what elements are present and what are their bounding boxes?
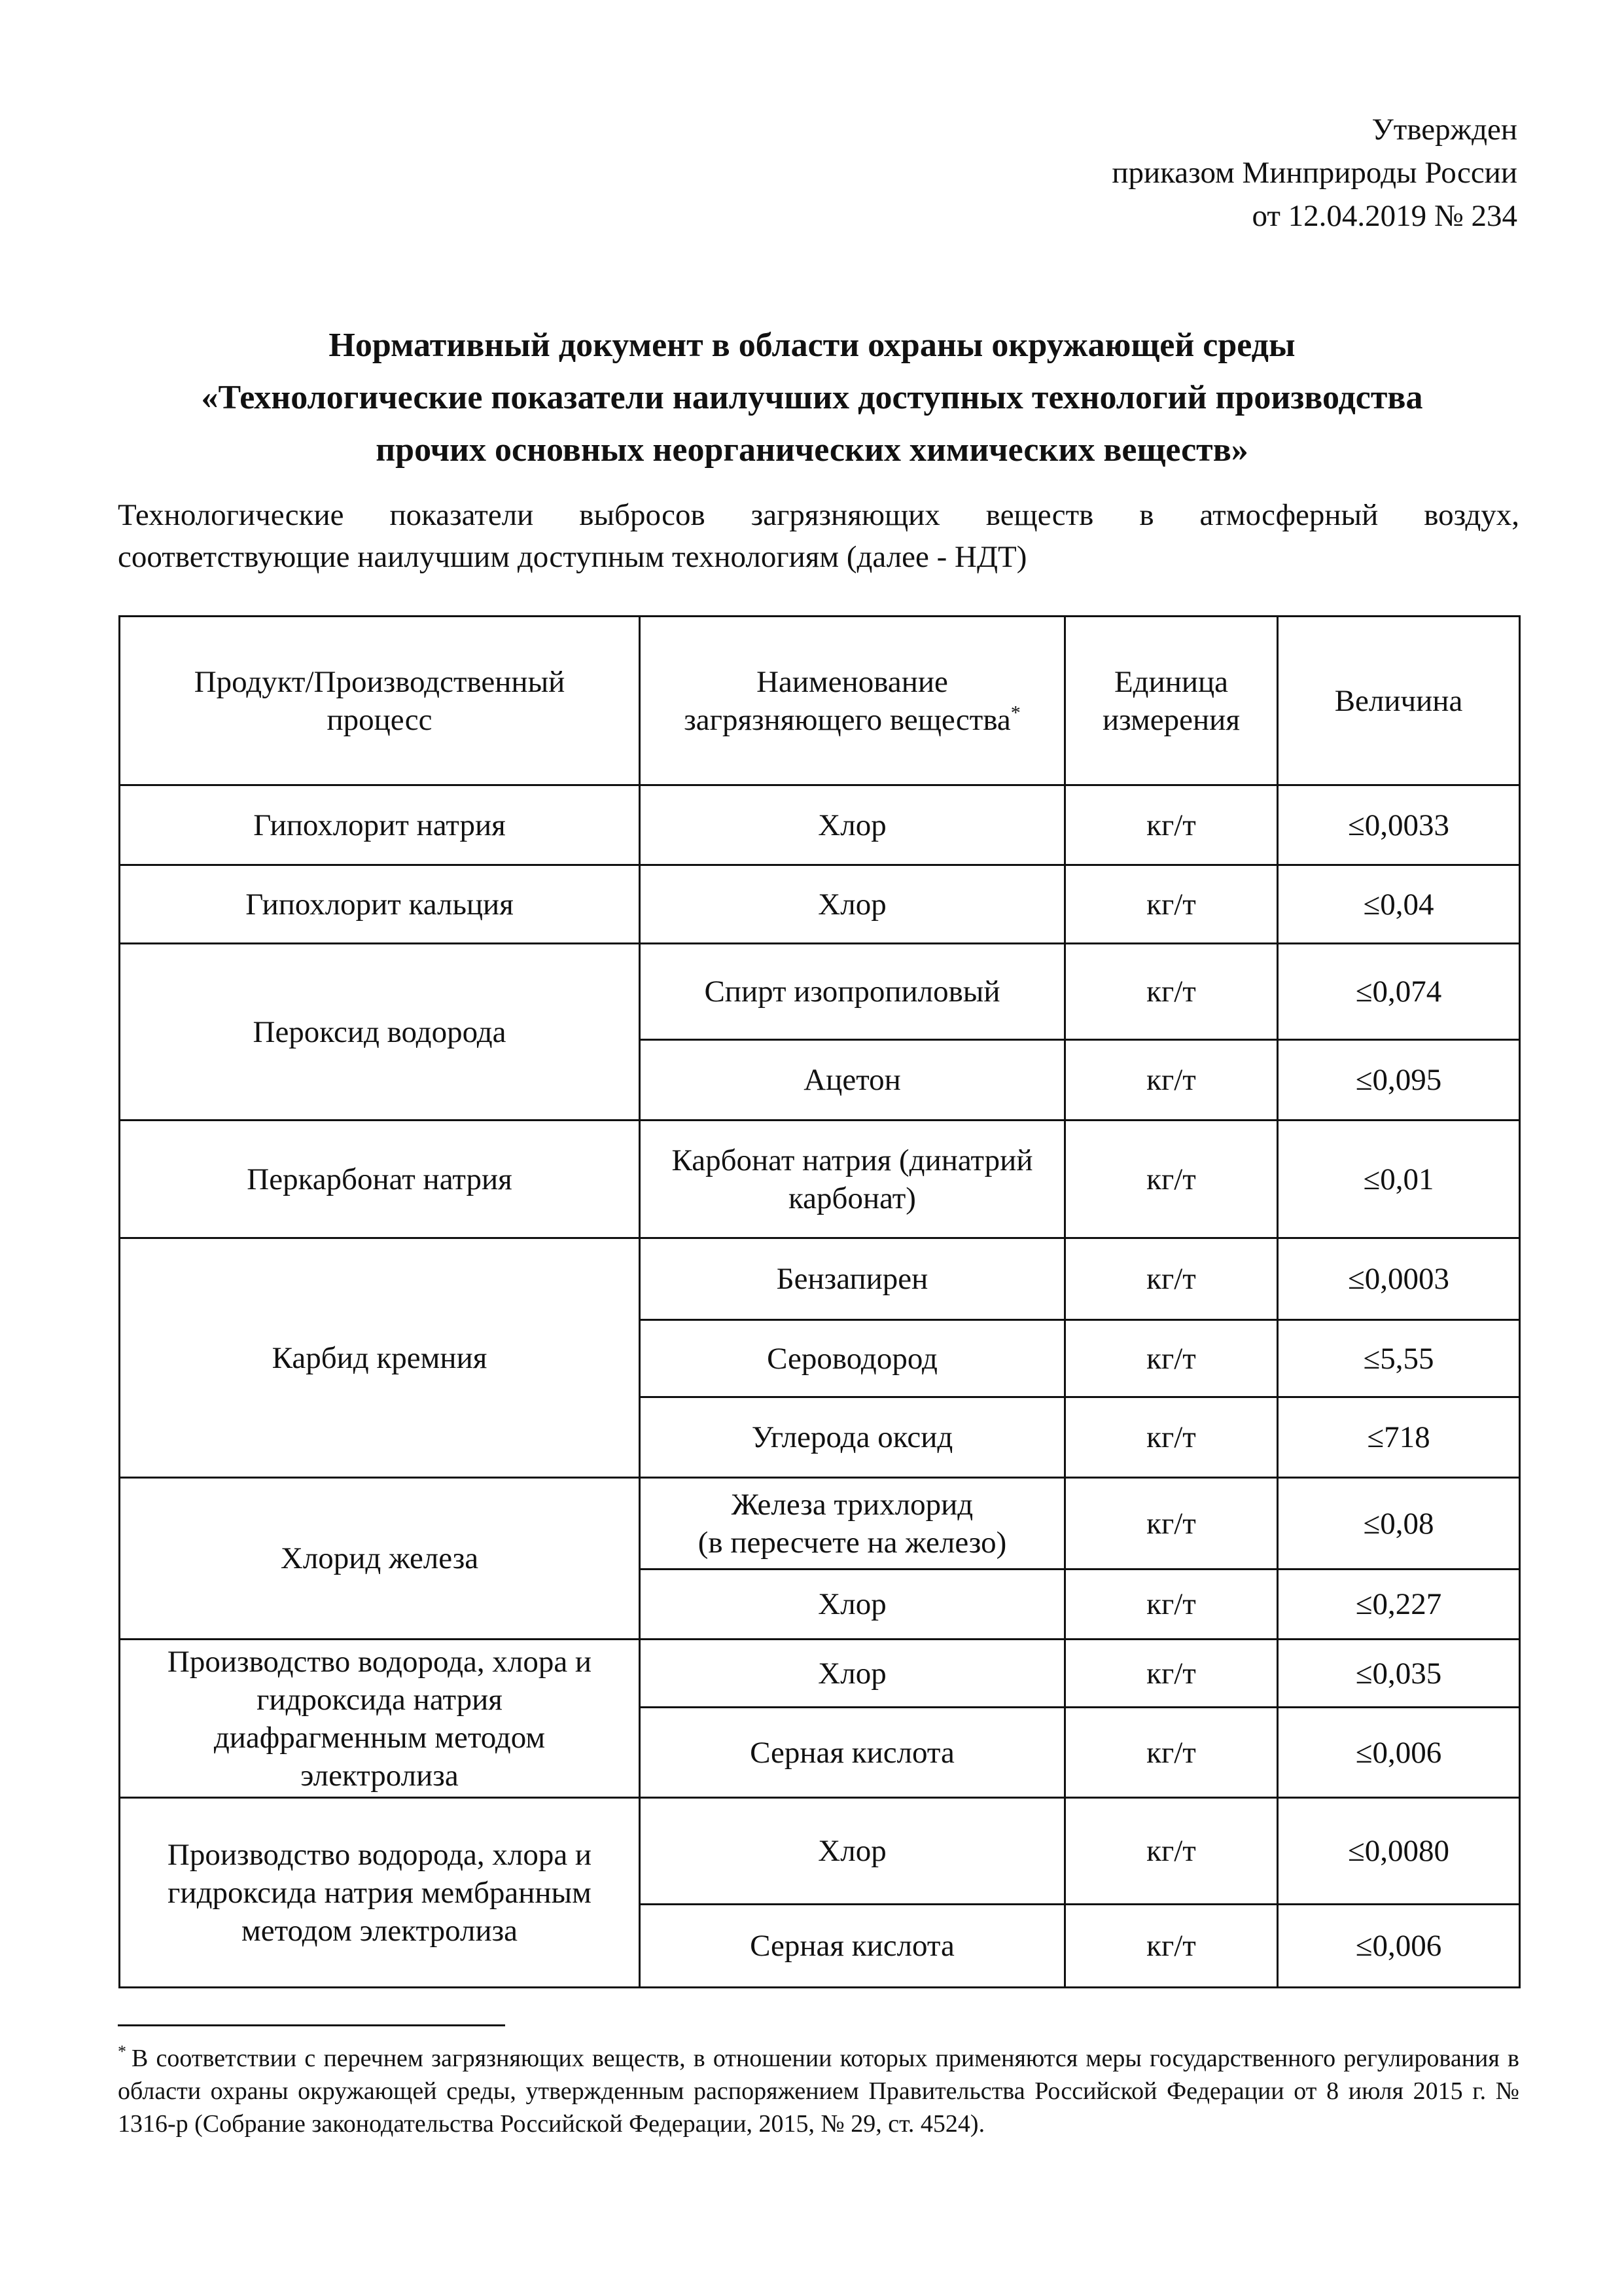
table-row [120,865,1520,944]
product-line: Хлорид железа [280,1541,479,1575]
header-product: Продукт/Производственный процесс [120,617,640,785]
table-row [120,1640,1520,1708]
value-cell: ≤0,074 [1278,944,1520,1040]
value-cell: ≤0,095 [1278,1040,1520,1121]
table-row [120,1478,1520,1570]
header-value: Величина [1278,617,1520,785]
unit-cell: кг/т [1065,1798,1278,1905]
unit-cell: кг/т [1065,1905,1278,1988]
product-line: Пероксид водорода [253,1014,506,1049]
substance-line: Сероводород [767,1341,938,1376]
substance-line: Хлор [818,1587,887,1621]
footnote-mark: * [1010,701,1021,723]
footnote-divider [118,2024,505,2026]
substance-cell [640,785,1065,865]
value-cell: ≤0,04 [1278,865,1520,944]
product-line: Гипохлорит натрия [253,808,506,842]
product-line: диафрагменным методом [213,1720,546,1755]
substance-cell [640,1397,1065,1478]
value-cell: ≤0,0080 [1278,1798,1520,1905]
intro-line: соответствующие наилучшим доступным технологиям (далее - НДТ) [118,540,1027,574]
substance-line: Хлор [818,1834,887,1868]
unit-cell: кг/т [1065,1570,1278,1640]
unit-cell: кг/т [1065,944,1278,1040]
product-line: гидроксида натрия [256,1682,503,1717]
value-cell: ≤5,55 [1278,1320,1520,1397]
value-cell: ≤0,006 [1278,1708,1520,1798]
value-cell: ≤0,006 [1278,1905,1520,1988]
title-line: прочих основных неорганических химических веществ» [376,431,1248,469]
table-row [120,1121,1520,1238]
product-line: Производство водорода, хлора и [167,1644,592,1679]
value-cell: ≤0,08 [1278,1478,1520,1570]
product-line: Карбид кремния [272,1340,487,1375]
substance-cell [640,1478,1065,1570]
value-cell: ≤718 [1278,1397,1520,1478]
value-cell: ≤0,01 [1278,1121,1520,1238]
header-unit: Единица измерения [1065,617,1278,785]
substance-line: (в пересчете на железо) [697,1525,1007,1560]
substance-line: Серная кислота [750,1735,955,1770]
table-header-row [120,617,1520,785]
unit-cell: кг/т [1065,865,1278,944]
intro-paragraph [118,494,1519,578]
unit-cell: кг/т [1065,1121,1278,1238]
unit-cell: кг/т [1065,1397,1278,1478]
header-substance: Наименование загрязняющего вещества* [640,617,1065,785]
product-line: электролиза [300,1758,459,1793]
value-cell: ≤0,227 [1278,1570,1520,1640]
value-cell: ≤0,035 [1278,1640,1520,1708]
intro-line: Технологические показатели выбросов загрязняющих веществ в атмосферный воздух, [118,498,1519,532]
product-cell [120,1640,640,1798]
substance-cell [640,1121,1065,1238]
substance-line: Серная кислота [750,1929,955,1963]
substance-cell [640,1238,1065,1320]
document-title [98,319,1526,476]
substance-line: Железа трихлорид [731,1487,974,1522]
approval-line: Утвержден [1371,113,1517,147]
substance-line: Хлор [818,808,887,842]
substance-line: Спирт изопропиловый [704,975,1000,1009]
substance-line: Ацетон [803,1063,901,1097]
substance-cell [640,1570,1065,1640]
table-row [120,785,1520,865]
product-cell [120,1478,640,1640]
substance-cell [640,1708,1065,1798]
table-row [120,1238,1520,1320]
product-cell [120,944,640,1121]
unit-cell: кг/т [1065,1320,1278,1397]
substance-line: Хлор [818,887,887,922]
approval-line: от 12.04.2019 № 234 [1252,199,1517,233]
product-cell [120,785,640,865]
substance-line: Хлор [818,1656,887,1691]
unit-cell: кг/т [1065,1640,1278,1708]
title-line: «Технологические показатели наилучших доступных технологий производства [201,379,1423,416]
substance-line: Карбонат натрия (динатрий [671,1143,1033,1177]
substance-cell [640,1640,1065,1708]
approval-block [1112,108,1517,238]
table-body [120,785,1520,1988]
product-line: Гипохлорит кальция [245,887,514,922]
unit-cell: кг/т [1065,1708,1278,1798]
footnote-text: В соответствии с перечнем загрязняющих веществ, в отношении которых применяются меры государственного регулирования в области охраны окружающей среды, утвержденным распоряжением Правительства Российской Федерации от 8 июля 2015 г. № 1316-р (Собрание законодательства Российской Федерации, 2015, № 29, ст. 4524). [118,2045,1519,2138]
product-line: Производство водорода, хлора и [167,1837,592,1872]
value-cell: ≤0,0003 [1278,1238,1520,1320]
substance-cell [640,1320,1065,1397]
product-cell [120,1238,640,1478]
product-cell [120,1798,640,1988]
value-cell: ≤0,0033 [1278,785,1520,865]
footnote [118,2042,1519,2140]
substance-line: Бензапирен [776,1262,928,1296]
unit-cell: кг/т [1065,785,1278,865]
substance-line: карбонат) [788,1181,916,1215]
product-line: методом электролиза [241,1913,518,1948]
table-row [120,1798,1520,1905]
substance-cell [640,1040,1065,1121]
substance-cell [640,944,1065,1040]
substance-line: Углерода оксид [751,1420,953,1454]
substance-cell [640,865,1065,944]
product-line: Перкарбонат натрия [247,1162,512,1196]
substance-cell [640,1905,1065,1988]
approval-line: приказом Минприроды России [1112,156,1517,190]
title-line: Нормативный документ в области охраны окружающей среды [328,327,1296,364]
product-cell [120,865,640,944]
unit-cell: кг/т [1065,1040,1278,1121]
substance-cell [640,1798,1065,1905]
product-line: гидроксида натрия мембранным [168,1875,591,1910]
unit-cell: кг/т [1065,1478,1278,1570]
product-cell [120,1121,640,1238]
table-row [120,944,1520,1040]
indicators-table [118,615,1521,1988]
unit-cell: кг/т [1065,1238,1278,1320]
footnote-mark: * [118,2042,126,2062]
